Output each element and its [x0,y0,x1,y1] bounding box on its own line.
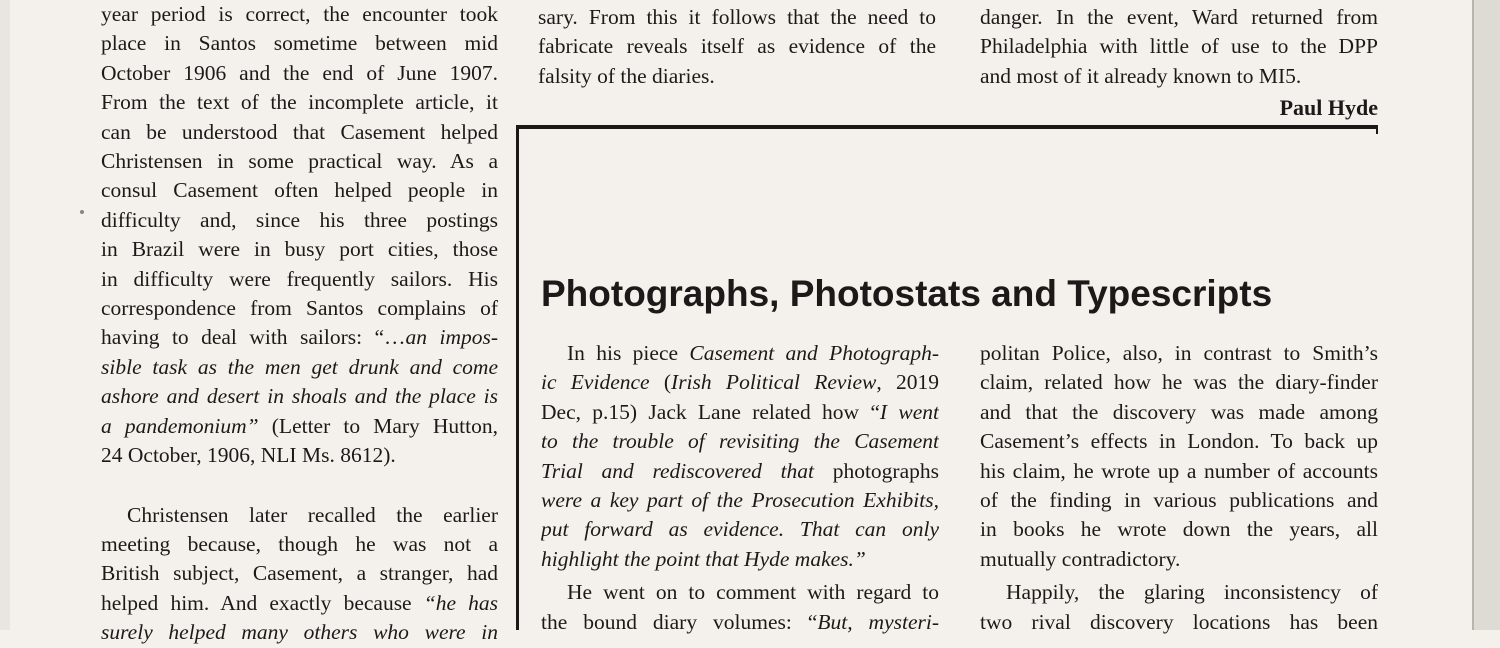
box-left-column [541,339,939,637]
text-line: the bound diary volumes: “But, mysteri- [541,609,939,634]
text-line: Casement’s effects in London. To back up [980,429,1378,454]
text-line: consul Casement often helped people in [101,178,498,203]
text-line: meeting because, though he was not a [101,531,498,556]
box-border-right [1376,128,1378,134]
text-line: October 1906 and the end of June 1907. [101,60,498,85]
box-right-column [980,339,1378,637]
text-line: can be understood that Casement helped [101,119,498,144]
text-line: difficulty and, since his three postings [101,207,498,232]
text-line: helped him. And exactly because “he has [101,590,498,615]
text-line: correspondence from Santos complains of [101,296,498,321]
author-signature: Paul Hyde [1279,95,1378,120]
text-line: of the finding in various publications and [980,488,1378,513]
text-line: place in Santos sometime between mid [101,31,498,56]
text-line: and that the discovery was made among [980,399,1378,424]
text-line: claim, related how he was the diary-finder [980,370,1378,395]
text-line: British subject, Casement, a stranger, had [101,561,498,586]
text-line: ashore and desert in shoals and the place is [101,384,498,409]
text-line: a pandemonium” (Letter to Mary Hutton, [101,413,498,438]
text-line: to the trouble of revisiting the Casement [541,429,939,454]
box-heading: Photographs, Photostats and Typescripts [541,273,1273,314]
print-speck [80,210,84,214]
text-line: put forward as evidence. That can only [541,517,939,542]
text-line: his claim, he wrote up a number of accounts [980,458,1378,483]
text-line: Happily, the glaring inconsistency of [1006,580,1378,605]
text-line: In his piece Casement and Photograph- [567,341,939,365]
page-left-margin [0,0,10,630]
text-line: politan Police, also, in contrast to Smith’s [980,341,1378,365]
paragraph-gap [101,471,498,501]
left-article-column [101,0,498,648]
text-line: 24 October, 1906, NLI Ms. 8612). [101,443,396,468]
text-line: surely helped many others who were in [101,620,498,645]
text-line: in books he wrote down the years, all [980,517,1378,542]
text-line: falsity of the diaries. [538,63,715,88]
text-line: year period is correct, the encounter took [101,2,498,26]
text-line: Christensen in some practical way. As a [101,149,498,174]
right-article-column-top [980,3,1378,91]
box-border-top [516,125,1378,129]
text-line: in difficulty were frequently sailors. His [101,266,498,291]
text-line: two rival discovery locations has been [980,609,1378,634]
text-line: Trial and rediscovered that photographs [541,458,939,483]
text-line: Philadelphia with little of use to the DPP [980,34,1378,59]
text-line: Dec, p.15) Jack Lane related how “I went [541,399,939,424]
middle-article-column-top [538,3,936,91]
text-line: highlight the point that Hyde makes.” [541,546,866,571]
text-line: having to deal with sailors: “…an impos- [101,325,498,350]
text-line: mutually contradictory. [980,546,1181,571]
box-border-left [516,125,519,630]
text-line: sary. From this it follows that the need to [538,5,936,29]
text-line: danger. In the event, Ward returned from [980,5,1378,29]
text-line: Christensen later recalled the earlier [127,502,498,527]
text-line: fabricate reveals itself as evidence of the [538,34,936,59]
text-line: in Brazil were in busy port cities, those [101,237,498,262]
page-right-edge [1472,0,1500,630]
text-line: were a key part of the Prosecution Exhibits, [541,488,939,513]
text-line: He went on to comment with regard to [567,580,939,605]
text-line: and most of it already known to MI5. [980,63,1302,88]
text-line: sible task as the men get drunk and come [101,354,498,379]
text-line: ic Evidence (Irish Political Review, 2019 [541,370,939,395]
text-line: From the text of the incomplete article, it [101,90,498,115]
